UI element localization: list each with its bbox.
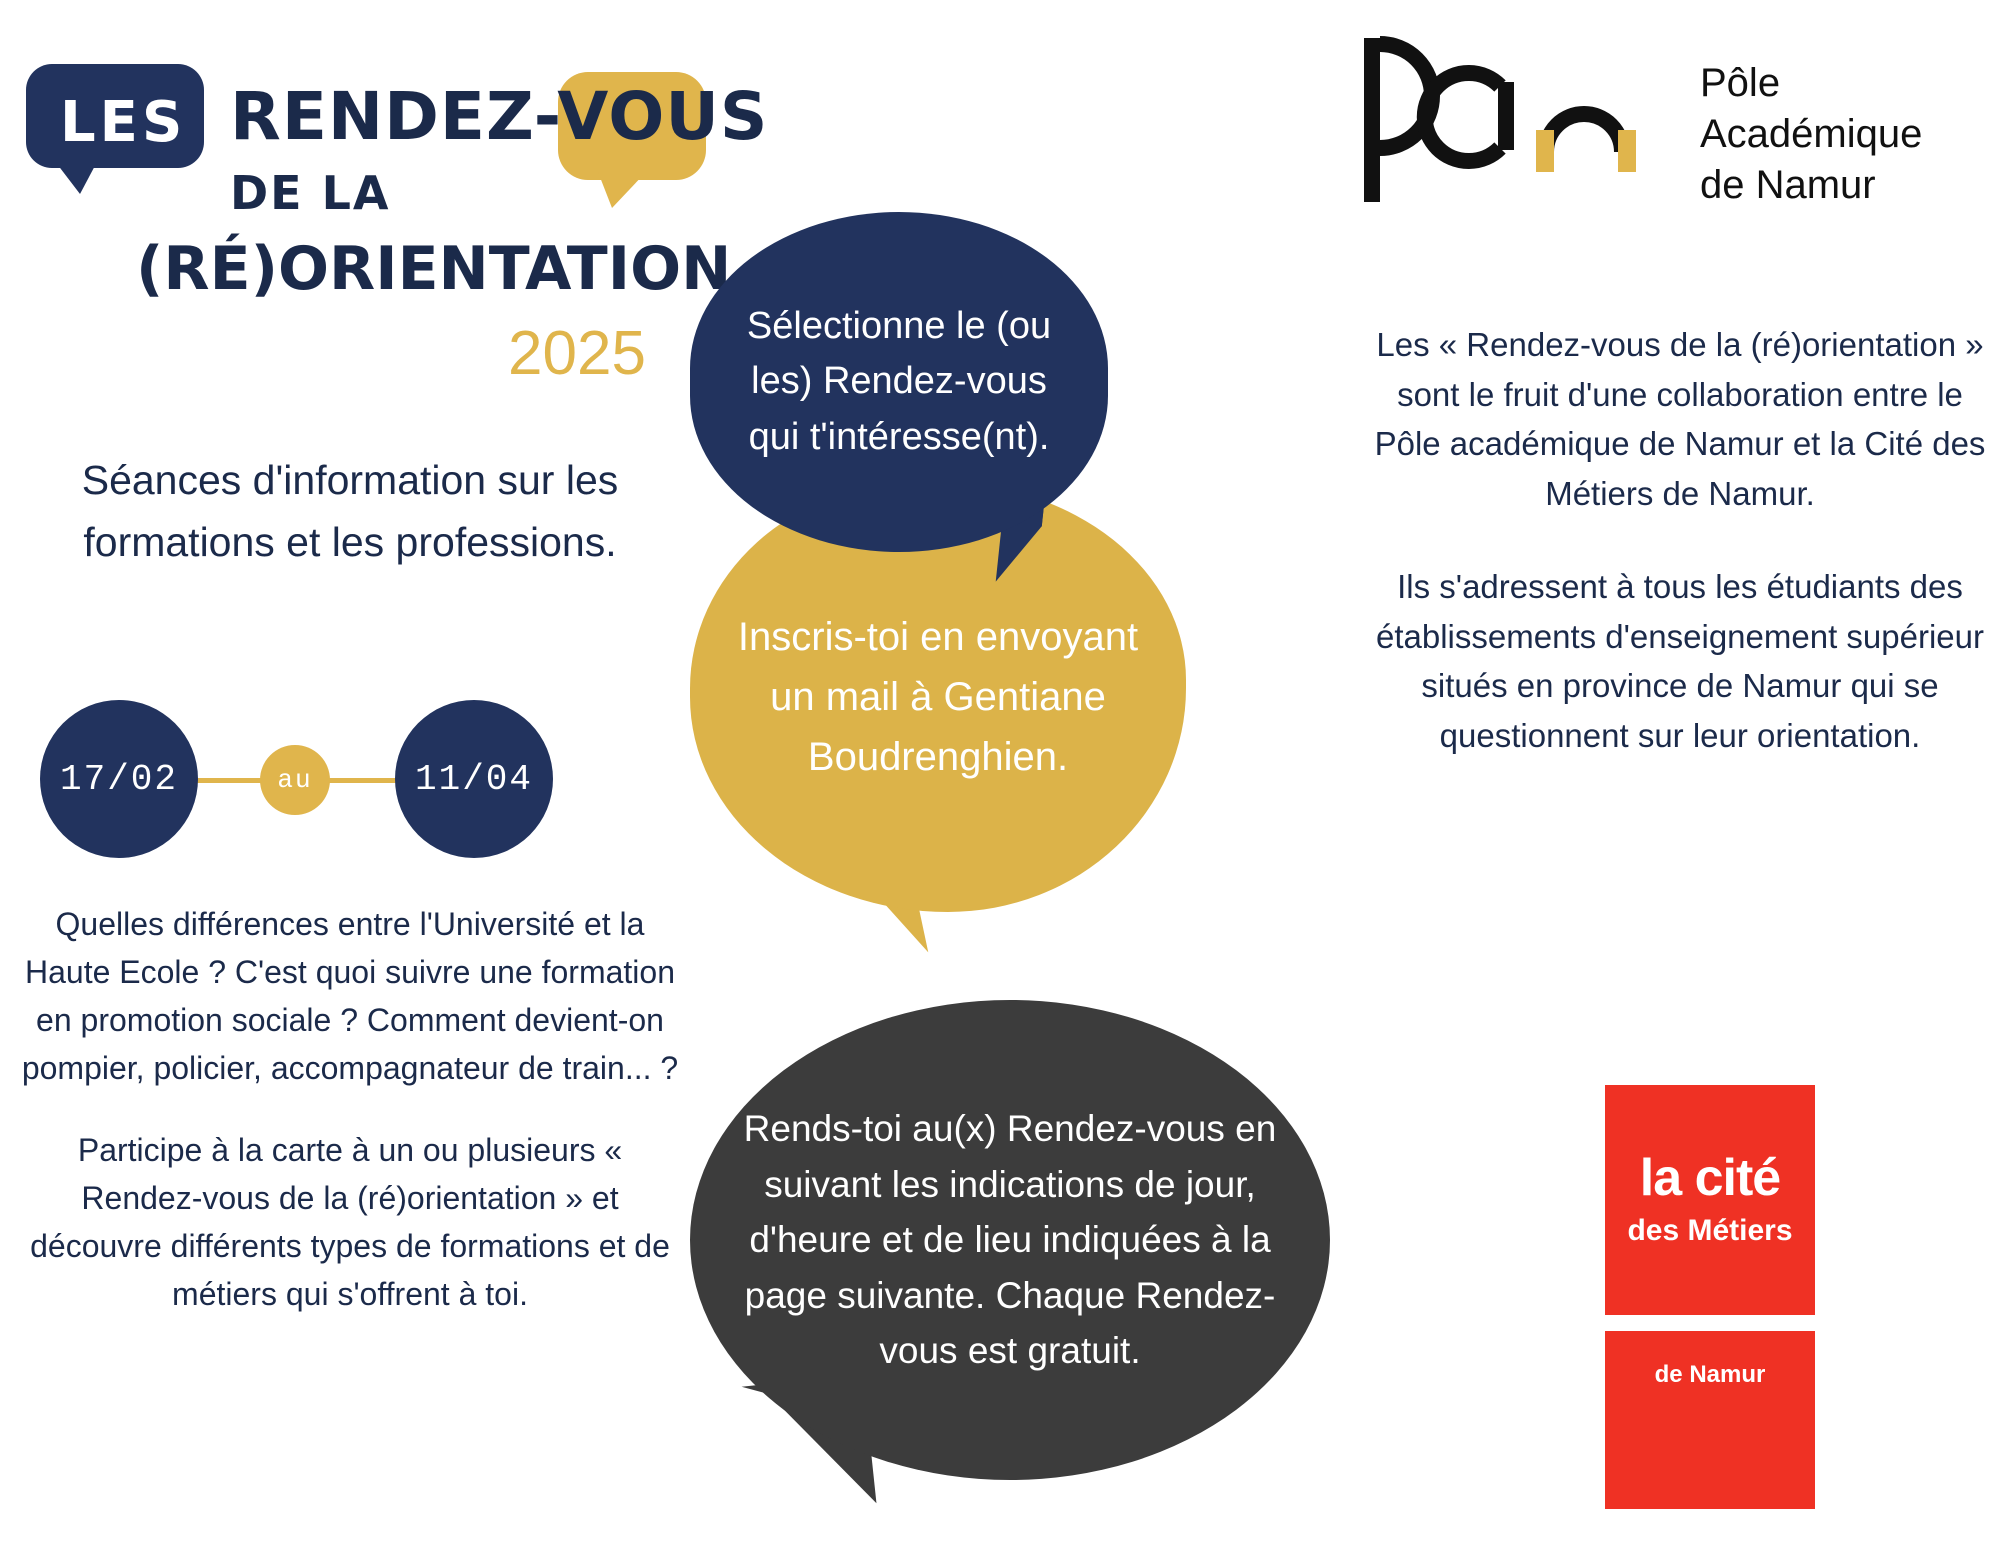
- right-paragraph-2: Ils s'adressent à tous les étudiants des établissements d'enseignement supérieur situés en province de Namur qui se questionnent sur leur orientation.: [1376, 568, 1984, 754]
- cite-logo-line-1: la cité: [1639, 1149, 1781, 1207]
- cite-des-metiers-logo: [1605, 1085, 1815, 1510]
- pan-logo-text: [1700, 58, 1922, 212]
- cite-logo-main: [1605, 1085, 1815, 1315]
- logo-year: 2025: [508, 319, 646, 388]
- date-range: [40, 700, 660, 860]
- pole-academique-logo: [1350, 30, 1990, 210]
- cite-logo-line-2: des Métiers: [1627, 1214, 1793, 1247]
- pan-name-line-2: Académique: [1700, 112, 1923, 157]
- right-column: [1350, 0, 2000, 1545]
- right-description: [1360, 320, 2000, 760]
- event-subtitle: Séances d'information sur les formations et les professions.: [81, 457, 619, 565]
- left-description: [20, 900, 680, 1318]
- logo-line-les: LES: [60, 90, 187, 155]
- step-2-bubble: Inscris-toi en envoyant un mail à Gentiane Boudrenghien.: [690, 482, 1186, 912]
- step-1-bubble: Sélectionne le (ou les) Rendez-vous qui t'intéresse(nt).: [690, 212, 1108, 552]
- right-paragraph-1: Les « Rendez-vous de la (ré)orientation » sont le fruit d'une collaboration entre le Pôle académique de Namur et la Cité des Métiers de Namur.: [1374, 326, 1986, 512]
- logo-line-reorientation: (RÉ)ORIENTATION: [136, 234, 732, 304]
- left-paragraph-2: Participe à la carte à un ou plusieurs « Rendez-vous de la (ré)orientation » et découvre différents types de formations et de métiers qui s'offrent à toi.: [30, 1132, 670, 1312]
- logo-line-de-la: DE LA: [230, 166, 391, 220]
- event-logo: [18, 28, 769, 418]
- end-date-badge: 11/04: [395, 700, 553, 858]
- step-3-bubble: Rends-toi au(x) Rendez-vous en suivant les indications de jour, d'heure et de lieu indiquées à la page suivante. Chaque Rendez-vous est gratuit.: [690, 1000, 1330, 1480]
- cite-logo-city: de Namur: [1605, 1331, 1815, 1509]
- steps-column: [690, 0, 1400, 1545]
- pan-monogram-icon: [1350, 30, 1680, 210]
- date-separator-badge: au: [260, 745, 330, 815]
- left-paragraph-1: Quelles différences entre l'Université et la Haute Ecole ? C'est quoi suivre une formation en promotion sociale ? Comment devient-on pompier, policier, accompagnateur de train... ?: [21, 906, 679, 1086]
- pan-name-line-1: Pôle: [1700, 61, 1781, 105]
- start-date-badge: 17/02: [40, 700, 198, 858]
- logo-line-rendez-vous: RENDEZ-VOUS: [230, 78, 769, 155]
- pan-name-line-3: de Namur: [1700, 163, 1876, 208]
- left-column: [0, 0, 769, 1545]
